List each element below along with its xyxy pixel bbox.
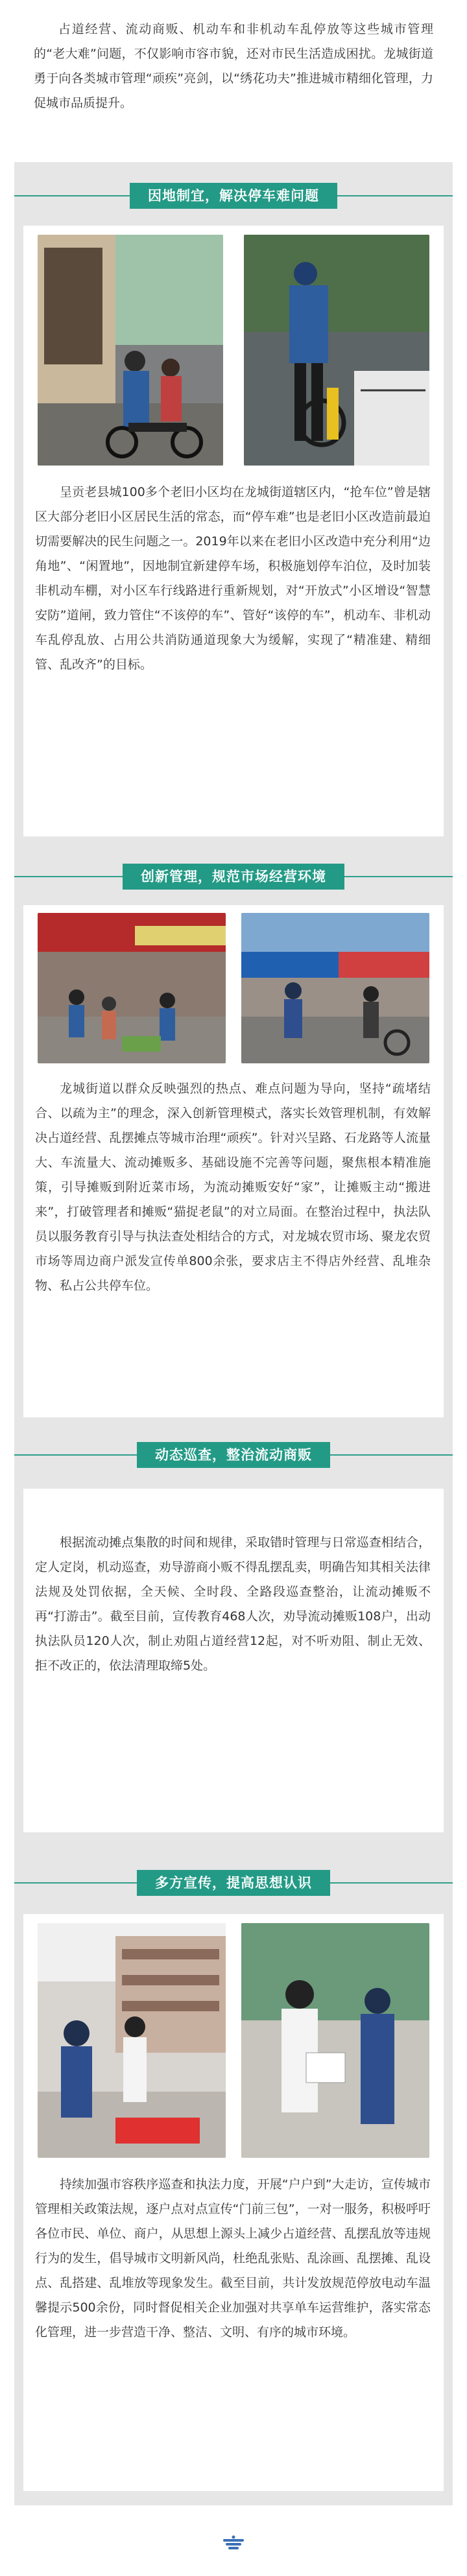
section-title: 创新管理，规范市场经营环境	[123, 864, 344, 890]
section-title: 动态巡查，整治流动商贩	[137, 1442, 330, 1468]
market-vendors-photo-icon	[38, 913, 226, 1063]
photo-leaflet-handout	[241, 1923, 429, 2158]
section-1-header	[0, 175, 467, 217]
officer-scooter-photo-icon	[38, 235, 223, 466]
section-1-paragraph: 呈贡老县城100多个老旧小区均在龙城街道辖区内，“抢车位”曾是辖区大部分老旧小区居民生活的常态，而“停车难”也是老旧小区改造前最迫切需要解决的民生问题之一。2019年以来在老旧小区改造中充分利用“边角地”、“闲置地”，因地制宜新建停车场，积极施划停车泊位，及时加装非机动车棚，对小区车行线路进行重新规划，对“开放式”小区增设“智慧安防”道闸，致力管住“不该停的车”、管好“该停的车”，机动车、非机动车乱停乱放、占用公共消防通道现象大为缓解，实现了“精准建、精细管、乱改齐”的目标。	[35, 485, 431, 672]
section-4-paragraph: 持续加强市容秩序巡查和执法力度，开展“户户到”大走访，宣传城市管理相关政策法规，逐户点对点宣传“门前三包”，一对一服务，积极呼吁各位市民、单位、商户，从思想上源头上减少占道经营、乱摆乱放等违规行为的发生，倡导城市文明新风尚，杜绝乱张贴、乱涂画、乱摆摊、乱设点、乱搭建、乱堆放等现象发生。截至目前，共计发放规范停放电动车温馨提示500余份，同时督促相关企业加强对共享单车运营维护，落实常态化管理，进一步营造干净、整洁、文明、有序的城市环境。	[35, 2177, 431, 2339]
section-2-paragraph: 龙城街道以群众反映强烈的热点、难点问题为导向，坚持“疏堵结合、以疏为主”的理念，深入创新管理模式，落实长效管理机制，有效解决占道经营、乱摆摊点等城市治理“顽疾”。针对兴呈路、石龙路等人流量大、车流量大、流动摊贩多、基础设施不完善等问题，聚焦根本精准施策，引导摊贩到附近菜市场，为流动摊贩安好“家”，让摊贩主动“搬进来”，打破管理者和摊贩“猫捉老鼠”的对立局面。在整治过程中，执法队员以服务教育引导与执法查处相结合的方式，对龙城农贸市场、聚龙农贸市场等周边商户派发宣传单800余张，要求店主不得店外经营、乱堆杂物、私占公共停车位。	[35, 1081, 431, 1293]
leaflet-handout-photo-icon	[241, 1923, 429, 2158]
section-3-header	[0, 1434, 467, 1476]
intro-paragraph: 占道经营、流动商贩、机动车和非机动车乱停放等这些城市管理的“老大难”问题，不仅影响市容市貌，还对市民生活造成困扰。龙城街道勇于向各类城市管理“顽疾”亮剑，以“绣花功夫”推进城市精细化管理，力促城市品质提升。	[34, 22, 433, 110]
photo-officer-with-scooter	[38, 235, 223, 466]
photo-officer-with-bicycle	[244, 235, 429, 466]
photo-street-patrol	[241, 913, 429, 1063]
section-title: 因地制宜，解决停车难问题	[130, 183, 337, 209]
section-title: 多方宣传，提高思想认识	[137, 1870, 330, 1896]
section-2-header	[0, 856, 467, 897]
photo-shop-visit	[38, 1923, 226, 2158]
photo-market-vendors	[38, 913, 226, 1063]
officer-bicycle-photo-icon	[244, 235, 429, 466]
brand-logo-icon	[221, 2535, 246, 2552]
street-patrol-photo-icon	[241, 913, 429, 1063]
section-3-paragraph: 根据流动摊点集散的时间和规律，采取错时管理与日常巡查相结合，定人定岗，机动巡查，劝导游商小贩不得乱摆乱卖，明确告知其相关法律法规及处罚依据，全天候、全时段、全路段巡查整治，让流动摊贩不再“打游击”。截至目前，宣传教育468人次，劝导流动摊贩108户，出动执法队员120人次，制止劝阻占道经营12起，对不听劝阻、制止无效、拒不改正的，依法清理取缔5处。	[35, 1535, 431, 1673]
shop-visit-photo-icon	[38, 1923, 226, 2158]
section-4-header	[0, 1862, 467, 1904]
